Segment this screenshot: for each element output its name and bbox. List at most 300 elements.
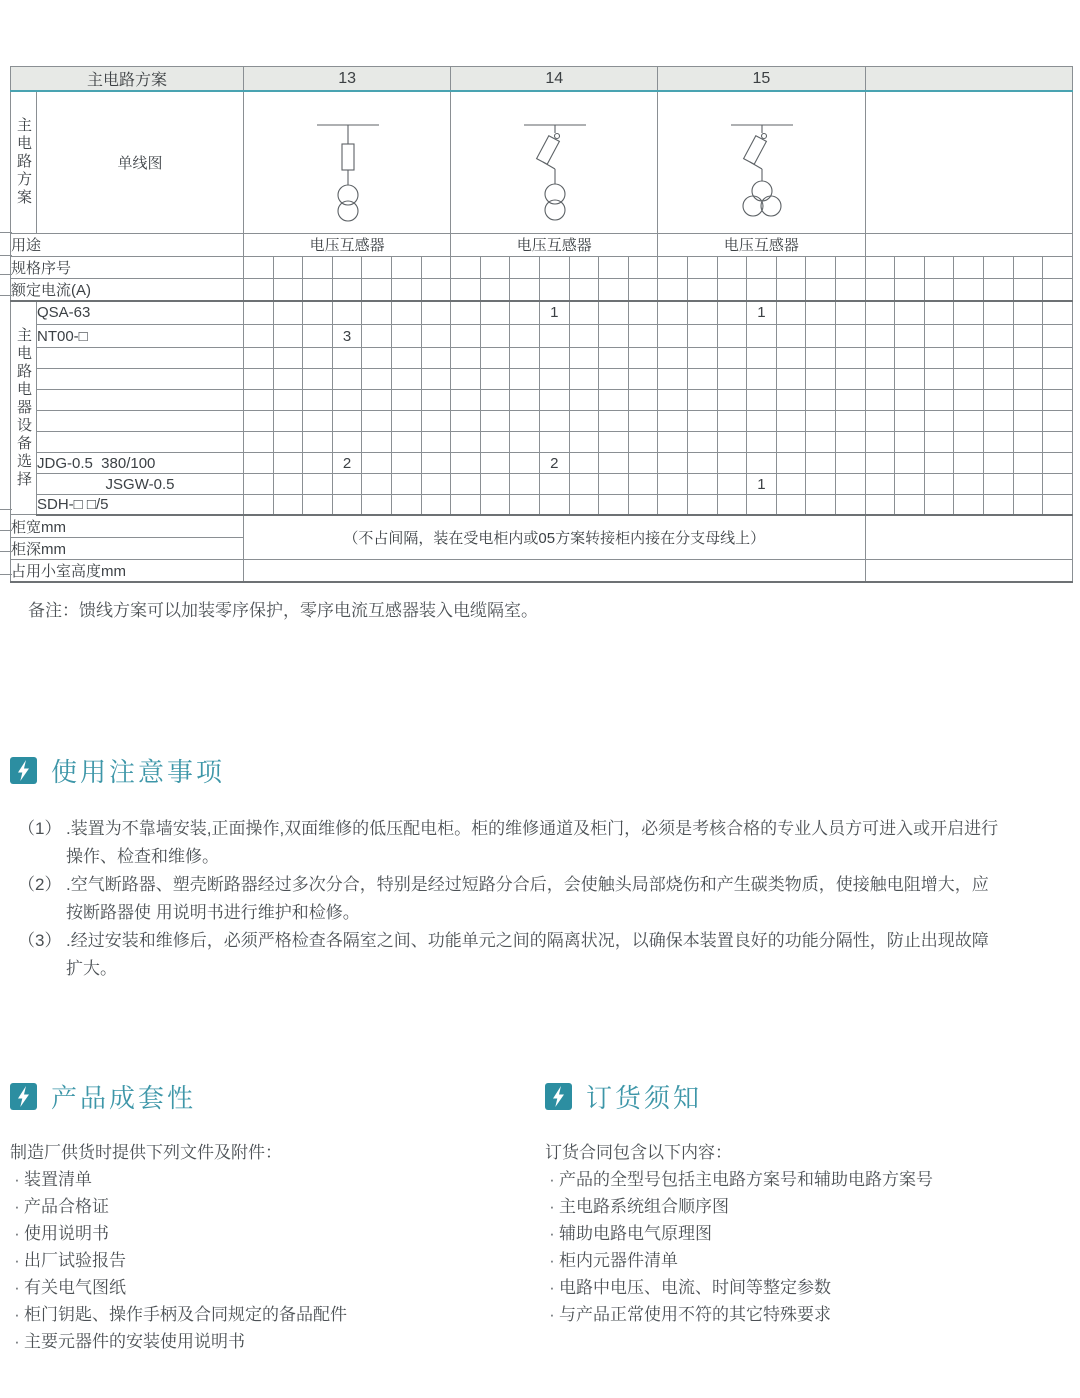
grid-cell <box>983 325 1013 348</box>
grid-cell <box>332 432 362 453</box>
grid-cell <box>776 390 806 411</box>
section-title: 产品成套性 <box>51 1083 197 1113</box>
grid-cell <box>421 348 451 369</box>
grid-cell <box>539 390 569 411</box>
grid-cell <box>599 453 629 474</box>
grid-cell <box>835 453 865 474</box>
grid-cell <box>628 495 658 515</box>
grid-cell <box>687 256 717 278</box>
grid-cell <box>569 453 599 474</box>
grid-cell <box>954 278 984 301</box>
grid-cell <box>480 348 510 369</box>
grid-cell <box>687 453 717 474</box>
list-item-text: 出厂试验报告 <box>24 1251 126 1270</box>
grid-cell <box>273 411 303 432</box>
grid-cell <box>628 390 658 411</box>
grid-cell <box>480 411 510 432</box>
grid-cell <box>954 495 984 515</box>
grid-cell <box>244 474 274 495</box>
grid-cell <box>391 369 421 390</box>
equipment-row <box>11 256 1073 278</box>
grid-cell <box>273 325 303 348</box>
grid-cell <box>658 390 688 411</box>
grid-cell <box>421 390 451 411</box>
grid-cell <box>1043 453 1073 474</box>
grid-cell <box>391 348 421 369</box>
grid-cell <box>599 390 629 411</box>
equipment-row-label <box>37 369 244 390</box>
note-blank-cell <box>865 515 1072 560</box>
grid-cell: 2 <box>332 453 362 474</box>
grid-cell <box>303 301 333 325</box>
grid-cell <box>835 256 865 278</box>
compartment-height-row <box>11 559 1073 582</box>
grid-cell <box>717 411 747 432</box>
grid-cell <box>717 369 747 390</box>
grid-cell <box>303 348 333 369</box>
grid-cell <box>865 432 895 453</box>
grid-cell <box>1013 369 1043 390</box>
grid-cell <box>1043 301 1073 325</box>
grid-cell <box>983 348 1013 369</box>
grid-cell <box>244 301 274 325</box>
table-edge-tick <box>0 232 12 233</box>
grid-cell <box>747 278 777 301</box>
grid-cell <box>924 432 954 453</box>
grid-cell <box>244 411 274 432</box>
grid-cell <box>865 495 895 515</box>
cabinet-depth-label: 柜深mm <box>11 537 244 559</box>
grid-cell <box>687 411 717 432</box>
grid-cell <box>628 348 658 369</box>
bullet-dot: · <box>549 1170 555 1189</box>
list-item <box>545 1247 1070 1274</box>
grid-cell <box>747 348 777 369</box>
grid-cell <box>273 495 303 515</box>
grid-cell <box>332 348 362 369</box>
grid-cell <box>776 453 806 474</box>
grid-cell <box>954 432 984 453</box>
grid-cell <box>1043 325 1073 348</box>
grid-cell <box>776 325 806 348</box>
grid-cell <box>924 369 954 390</box>
grid-cell <box>480 256 510 278</box>
grid-cell <box>1043 369 1073 390</box>
scheme-table-wrap <box>0 66 1080 583</box>
grid-cell <box>1043 348 1073 369</box>
note-text: .经过安装和维修后，必须严格检查各隔室之间、功能单元之间的隔离状况，以确保本装置良好的功能分隔性，防止出现故障 扩大。 <box>66 931 989 978</box>
cabinet-width-label: 柜宽mm <box>11 515 244 538</box>
grid-cell <box>687 390 717 411</box>
compartment-height-cell <box>244 559 866 582</box>
grid-cell <box>303 495 333 515</box>
section-title: 订货须知 <box>586 1083 703 1113</box>
grid-cell <box>717 348 747 369</box>
grid-cell <box>954 325 984 348</box>
grid-cell <box>480 453 510 474</box>
grid-cell <box>983 411 1013 432</box>
list-item-text: 装置清单 <box>24 1170 92 1189</box>
grid-cell <box>1013 348 1043 369</box>
grid-cell: 1 <box>539 301 569 325</box>
grid-cell <box>303 278 333 301</box>
list-item <box>10 1301 535 1328</box>
grid-cell <box>983 495 1013 515</box>
grid-cell <box>865 325 895 348</box>
grid-cell <box>539 369 569 390</box>
grid-cell <box>835 432 865 453</box>
ordering-list <box>545 1166 1070 1328</box>
bullet-dot: · <box>549 1251 555 1270</box>
list-item <box>10 1166 535 1193</box>
grid-cell <box>480 369 510 390</box>
grid-cell <box>510 278 540 301</box>
grid-cell <box>539 474 569 495</box>
grid-cell <box>599 325 629 348</box>
single-line-diagram-fuse-vt2-icon <box>244 92 450 232</box>
grid-cell <box>687 432 717 453</box>
equipment-row-label <box>37 390 244 411</box>
grid-cell <box>865 474 895 495</box>
list-item-text: 产品合格证 <box>24 1197 109 1216</box>
list-item <box>10 1247 535 1274</box>
grid-cell <box>658 495 688 515</box>
grid-cell <box>895 301 925 325</box>
grid-cell <box>924 278 954 301</box>
compartment-height-cell-right <box>865 559 1072 582</box>
grid-cell <box>954 453 984 474</box>
grid-cell <box>451 369 481 390</box>
grid-cell <box>895 432 925 453</box>
grid-cell <box>687 325 717 348</box>
grid-cell <box>391 453 421 474</box>
grid-cell <box>480 495 510 515</box>
grid-cell <box>806 495 836 515</box>
grid-cell <box>1013 325 1043 348</box>
bullet-dot: · <box>14 1251 20 1270</box>
grid-cell <box>835 369 865 390</box>
grid-cell <box>362 369 392 390</box>
grid-cell <box>835 348 865 369</box>
section-completeness <box>10 1078 535 1355</box>
grid-cell <box>717 495 747 515</box>
equipment-row <box>11 474 1073 495</box>
equipment-row-label: JSGW-0.5 <box>37 474 244 495</box>
grid-cell <box>303 411 333 432</box>
grid-cell <box>776 369 806 390</box>
equipment-row <box>11 301 1073 325</box>
grid-cell <box>421 474 451 495</box>
bullet-dot: · <box>14 1224 20 1243</box>
grid-cell <box>865 348 895 369</box>
grid-cell <box>303 369 333 390</box>
grid-cell <box>599 474 629 495</box>
grid-cell <box>658 348 688 369</box>
grid-cell <box>480 325 510 348</box>
grid-cell <box>776 474 806 495</box>
grid-cell <box>1013 390 1043 411</box>
grid-cell <box>895 369 925 390</box>
list-item-text: 使用说明书 <box>24 1224 109 1243</box>
bullet-dot: · <box>549 1224 555 1243</box>
list-item-text: 柜内元器件清单 <box>559 1251 678 1270</box>
grid-cell <box>924 411 954 432</box>
table-edge-tick <box>0 574 12 575</box>
grid-cell <box>244 453 274 474</box>
grid-cell <box>658 453 688 474</box>
grid-cell <box>244 390 274 411</box>
grid-cell <box>599 369 629 390</box>
grid-cell <box>451 348 481 369</box>
bullet-dot: · <box>14 1197 20 1216</box>
grid-cell <box>510 411 540 432</box>
grid-cell <box>658 474 688 495</box>
completeness-intro: 制造厂供货时提供下列文件及附件： <box>10 1143 282 1162</box>
grid-cell <box>835 495 865 515</box>
grid-cell <box>687 278 717 301</box>
grid-cell <box>273 348 303 369</box>
table-edge-tick <box>0 551 12 552</box>
grid-cell <box>717 474 747 495</box>
grid-cell <box>628 369 658 390</box>
grid-cell <box>421 432 451 453</box>
grid-cell <box>954 301 984 325</box>
grid-cell <box>924 390 954 411</box>
scheme-col-15: 15 <box>658 67 865 92</box>
list-item <box>545 1274 1070 1301</box>
grid-cell <box>895 278 925 301</box>
equipment-row-label: SDH-□ □/5 <box>37 495 244 515</box>
grid-cell <box>539 411 569 432</box>
grid-cell <box>332 301 362 325</box>
single-line-diagram-fuseswitch-vt3-icon <box>658 92 864 232</box>
list-item <box>545 1193 1070 1220</box>
grid-cell <box>717 301 747 325</box>
grid-cell <box>510 495 540 515</box>
list-item <box>545 1166 1070 1193</box>
grid-cell <box>1013 453 1043 474</box>
grid-cell <box>924 301 954 325</box>
row-group-label-top: 主电路方案 <box>11 91 37 233</box>
grid-cell <box>747 369 777 390</box>
bullet-dot: · <box>14 1305 20 1324</box>
lightning-bolt-icon <box>545 1083 572 1110</box>
grid-cell <box>865 256 895 278</box>
list-item-text: 与产品正常使用不符的其它特殊要求 <box>559 1305 831 1324</box>
grid-cell <box>391 256 421 278</box>
grid-cell <box>332 278 362 301</box>
grid-cell <box>628 278 658 301</box>
grid-cell <box>628 453 658 474</box>
grid-cell <box>954 474 984 495</box>
list-item <box>545 1301 1070 1328</box>
grid-cell <box>895 495 925 515</box>
equipment-row <box>11 278 1073 301</box>
grid-cell <box>895 474 925 495</box>
grid-cell <box>806 432 836 453</box>
grid-cell <box>924 256 954 278</box>
section-heading <box>10 1078 535 1115</box>
grid-cell <box>658 301 688 325</box>
table-edge-tick <box>0 255 12 256</box>
grid-cell <box>1013 256 1043 278</box>
usage-row <box>11 233 1073 256</box>
usage-note-item <box>18 927 1072 983</box>
grid-cell <box>1013 474 1043 495</box>
grid-cell <box>510 432 540 453</box>
grid-cell <box>628 256 658 278</box>
list-item <box>10 1220 535 1247</box>
grid-cell <box>806 453 836 474</box>
grid-cell <box>658 432 688 453</box>
grid-cell <box>569 278 599 301</box>
grid-cell <box>421 411 451 432</box>
grid-cell <box>1043 432 1073 453</box>
table-edge-tick <box>0 530 12 531</box>
grid-cell <box>954 390 984 411</box>
grid-cell <box>451 256 481 278</box>
grid-cell <box>1043 495 1073 515</box>
usage-row-label: 用途 <box>11 233 244 256</box>
grid-cell <box>569 301 599 325</box>
grid-cell <box>865 369 895 390</box>
equipment-row-label <box>37 432 244 453</box>
grid-cell <box>451 278 481 301</box>
bullet-dot: · <box>549 1197 555 1216</box>
grid-cell <box>569 390 599 411</box>
grid-cell <box>303 474 333 495</box>
section-heading <box>10 752 1072 789</box>
grid-cell <box>865 301 895 325</box>
bullet-dot: · <box>14 1278 20 1297</box>
compartment-height-label: 占用小室高度mm <box>11 559 244 582</box>
grid-cell <box>362 495 392 515</box>
list-item-text: 主电路系统组合顺序图 <box>559 1197 729 1216</box>
grid-cell <box>273 301 303 325</box>
grid-cell <box>391 390 421 411</box>
grid-cell <box>1013 301 1043 325</box>
grid-cell <box>747 495 777 515</box>
grid-cell <box>658 369 688 390</box>
installation-note: （不占间隔，装在受电柜内或05方案转接柜内接在分支母线上） <box>244 515 866 560</box>
grid-cell <box>717 256 747 278</box>
grid-cell <box>717 390 747 411</box>
grid-cell <box>451 495 481 515</box>
grid-cell <box>391 474 421 495</box>
equipment-row <box>11 325 1073 348</box>
equipment-row <box>11 453 1073 474</box>
grid-cell <box>687 495 717 515</box>
grid-cell <box>303 390 333 411</box>
grid-cell <box>362 348 392 369</box>
table-edge-tick <box>0 274 12 275</box>
grid-cell <box>835 390 865 411</box>
grid-cell <box>747 411 777 432</box>
grid-cell <box>895 411 925 432</box>
list-item-text: 电路中电压、电流、时间等整定参数 <box>559 1278 831 1297</box>
grid-cell <box>717 325 747 348</box>
grid-cell <box>480 432 510 453</box>
grid-cell <box>362 432 392 453</box>
grid-cell <box>1013 411 1043 432</box>
grid-cell <box>954 256 984 278</box>
equipment-row <box>11 369 1073 390</box>
diagram-row-label: 单线图 <box>37 91 244 233</box>
grid-cell <box>865 453 895 474</box>
grid-cell <box>806 411 836 432</box>
bullet-dot: · <box>14 1170 20 1189</box>
list-item-text: 柜门钥匙、操作手柄及合同规定的备品配件 <box>24 1305 347 1324</box>
grid-cell <box>539 348 569 369</box>
grid-cell <box>1043 278 1073 301</box>
grid-cell <box>983 474 1013 495</box>
grid-cell <box>924 453 954 474</box>
scheme-col-13: 13 <box>244 67 451 92</box>
equipment-row-label: 额定电流(A) <box>11 278 244 301</box>
grid-cell <box>983 453 1013 474</box>
grid-cell <box>1013 432 1043 453</box>
grid-cell <box>569 369 599 390</box>
grid-cell <box>1043 411 1073 432</box>
equipment-row <box>11 411 1073 432</box>
grid-cell <box>451 411 481 432</box>
grid-cell <box>776 411 806 432</box>
grid-cell <box>362 474 392 495</box>
grid-cell <box>244 278 274 301</box>
usage-value: 电压互感器 <box>451 233 658 256</box>
grid-cell <box>480 301 510 325</box>
grid-cell <box>421 278 451 301</box>
ordering-intro: 订货合同包含以下内容： <box>545 1143 732 1162</box>
grid-cell <box>332 411 362 432</box>
grid-cell <box>569 348 599 369</box>
grid-cell <box>628 474 658 495</box>
equipment-row-label: JDG-0.5 380/100 <box>37 453 244 474</box>
lightning-bolt-icon <box>10 757 37 784</box>
list-item <box>545 1220 1070 1247</box>
grid-cell <box>451 432 481 453</box>
equipment-row-label <box>37 411 244 432</box>
grid-cell <box>332 474 362 495</box>
grid-cell <box>895 256 925 278</box>
grid-cell <box>954 348 984 369</box>
cabinet-width-row <box>11 515 1073 538</box>
grid-cell <box>244 432 274 453</box>
grid-cell <box>776 301 806 325</box>
grid-cell <box>510 301 540 325</box>
grid-cell <box>451 474 481 495</box>
grid-cell <box>835 474 865 495</box>
table-edge-tick <box>0 509 12 510</box>
row-group-label-mid: 主电路电器设备选择 <box>11 301 37 515</box>
grid-cell <box>510 390 540 411</box>
grid-cell <box>806 474 836 495</box>
grid-cell <box>539 495 569 515</box>
grid-cell <box>569 495 599 515</box>
grid-cell <box>391 325 421 348</box>
grid-cell <box>717 453 747 474</box>
grid-cell <box>599 411 629 432</box>
grid-cell <box>451 453 481 474</box>
grid-cell: 1 <box>747 301 777 325</box>
grid-cell <box>569 411 599 432</box>
grid-cell <box>835 278 865 301</box>
grid-cell <box>983 256 1013 278</box>
grid-cell <box>658 278 688 301</box>
grid-cell <box>510 256 540 278</box>
grid-cell <box>776 348 806 369</box>
grid-cell <box>391 301 421 325</box>
